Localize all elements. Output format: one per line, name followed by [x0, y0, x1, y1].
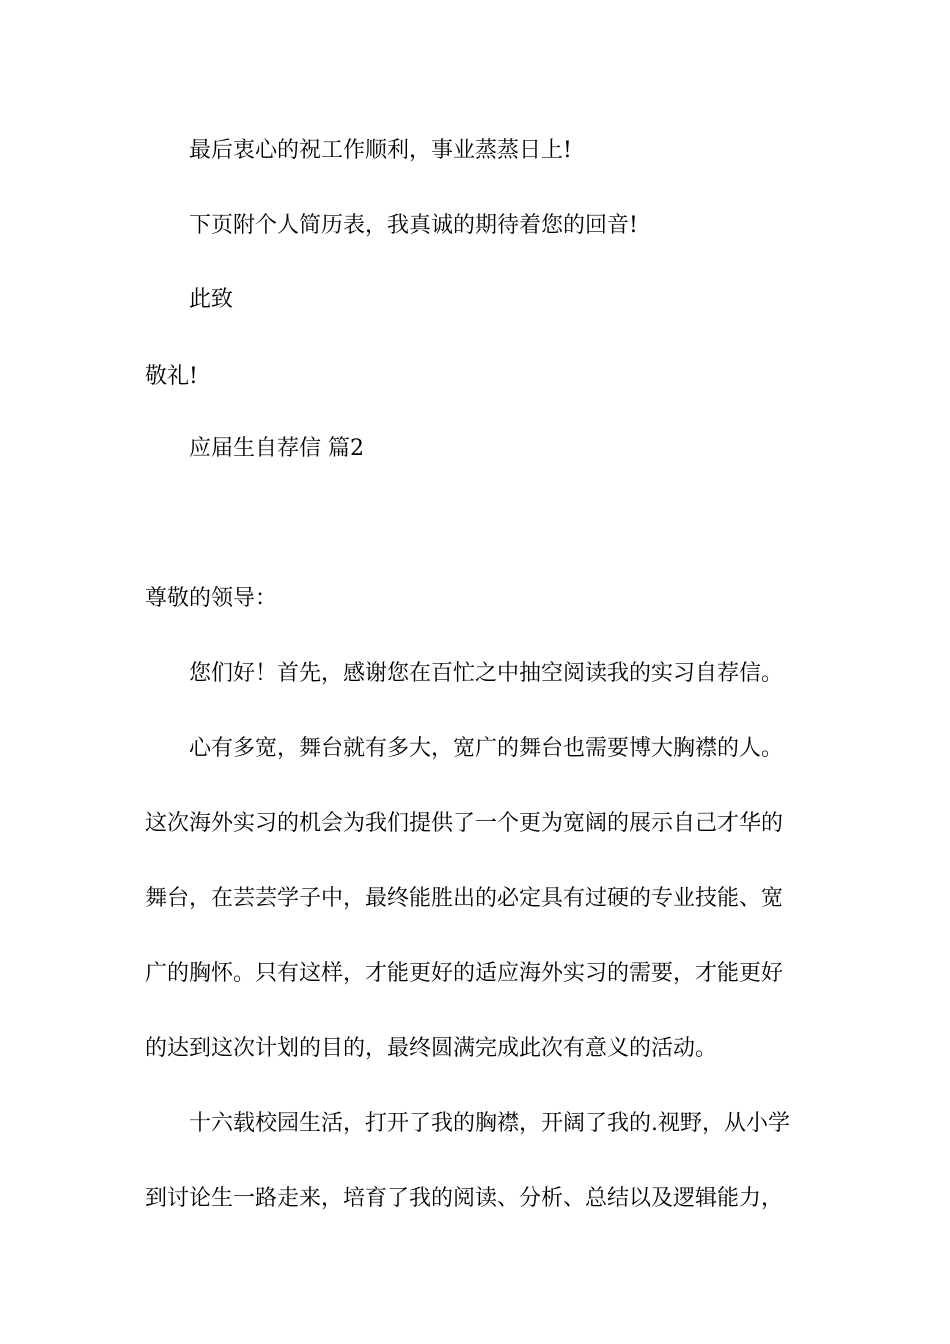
paragraph-line: 您们好！首先，感谢您在百忙之中抽空阅读我的实习自荐信。 [189, 661, 784, 686]
salutation-cizhi: 此致 [189, 287, 234, 312]
section-heading: 应届生自荐信 篇2 [189, 436, 364, 461]
paragraph-line: 十六载校园生活，打开了我的胸襟，开阔了我的.视野，从小学 [189, 1111, 790, 1136]
paragraph-line: 这次海外实习的机会为我们提供了一个更为宽阔的展示自己才华的 [145, 811, 784, 836]
paragraph-line: 的达到这次计划的目的，最终圆满完成此次有意义的活动。 [145, 1036, 718, 1061]
paragraph-line: 广的胸怀。只有这样，才能更好的适应海外实习的需要，才能更好 [145, 961, 784, 986]
salutation-jingli: 敬礼! [145, 364, 198, 389]
paragraph-line: 舞台，在芸芸学子中，最终能胜出的必定具有过硬的专业技能、宽 [145, 886, 784, 911]
greeting: 尊敬的领导： [145, 586, 278, 611]
attachment-note: 下页附个人简历表，我真诚的期待着您的回音! [189, 213, 638, 238]
paragraph-line: 心有多宽，舞台就有多大，宽广的舞台也需要博大胸襟的人。 [189, 736, 784, 761]
paragraph-line: 到讨论生一路走来，培育了我的阅读、分析、总结以及逻辑能力， [145, 1186, 784, 1211]
closing-wish: 最后衷心的祝工作顺利，事业蒸蒸日上! [189, 138, 572, 163]
